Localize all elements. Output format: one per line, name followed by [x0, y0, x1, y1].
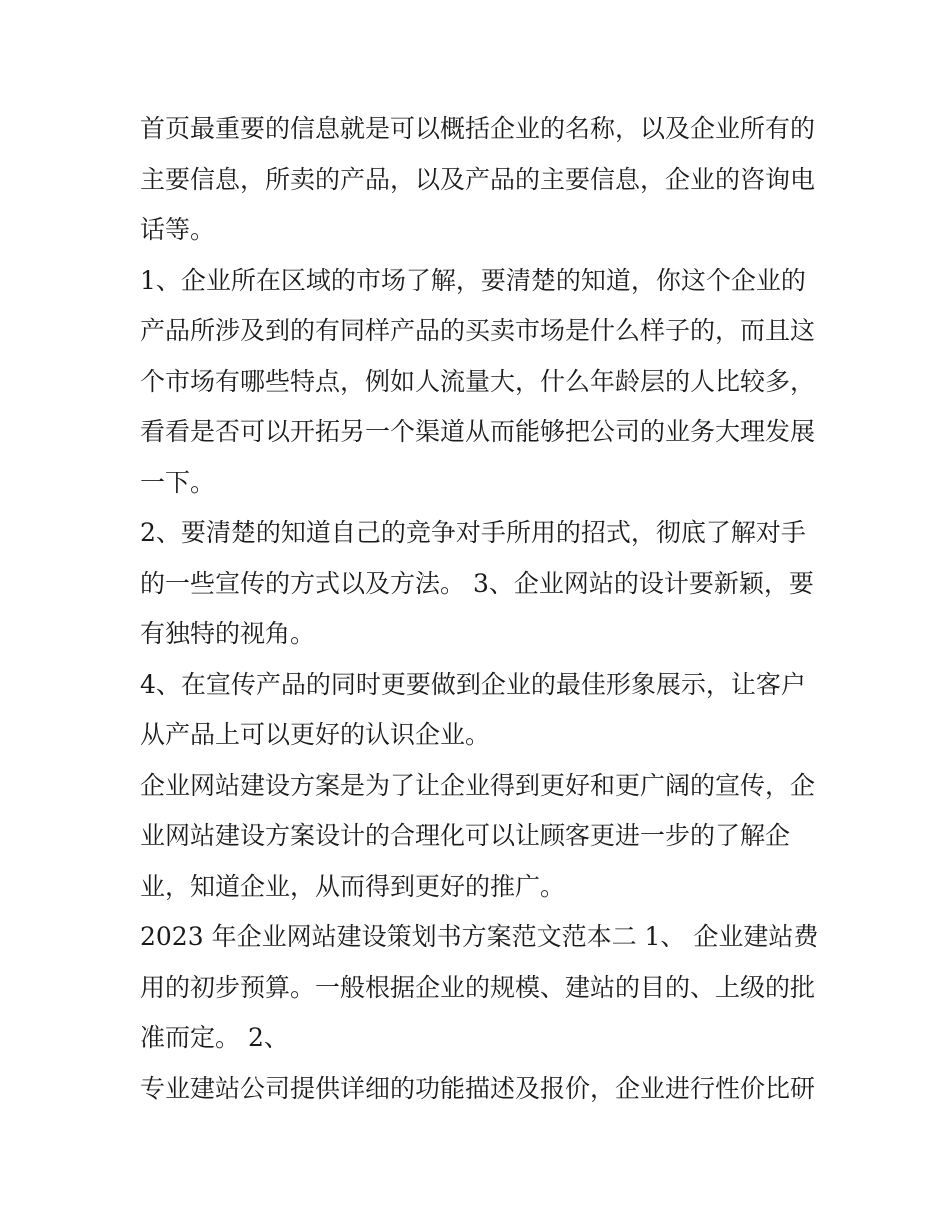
text-line: 的一些宣传的方式以及方法。 3、企业网站的设计要新颖，要 — [140, 568, 814, 598]
text-line: 业网站建设方案设计的合理化可以让顾客更进一步的了解企 — [140, 821, 791, 850]
text-line: 2、要清楚的知道自己的竞争对手所用的招式，彻底了解对手 — [140, 518, 806, 547]
text-line: 业，知道企业，从而得到更好的推广。 — [140, 871, 566, 901]
text-line: 用的初步预算。一般根据企业的规模、建站的目的、上级的批 — [140, 972, 816, 1002]
document-body — [140, 104, 819, 1114]
text-line: 4、在宣传产品的同时更要做到企业的最佳形象展示，让客户 — [140, 669, 806, 699]
text-line: 有独特的视角。 — [140, 619, 316, 648]
text-line: 个市场有哪些特点，例如人流量大，什么年龄层的人比较多， — [140, 366, 816, 396]
text-line: 从产品上可以更好的认识企业。 — [140, 720, 491, 749]
text-line: 企业网站建设方案是为了让企业得到更好和更广阔的宣传，企 — [140, 770, 816, 800]
text-line: 准而定。 2、 — [140, 1023, 289, 1052]
text-line: 看看是否可以开拓另一个渠道从而能够把公司的业务大理发展 — [140, 417, 816, 446]
text-line: 专业建站公司提供详细的功能描述及报价，企业进行性价比研 — [140, 1073, 816, 1103]
text-line: 产品所涉及到的有同样产品的买卖市场是什么样子的，而且这 — [140, 316, 816, 345]
text-line: 首页最重要的信息就是可以概括企业的名称，以及企业所有的 — [140, 114, 816, 143]
text-line: 一下。 — [140, 467, 216, 497]
text-line: 2023 年企业网站建设策划书方案范文范本二 1、 企业建站费 — [140, 922, 819, 951]
text-line: 1、企业所在区域的市场了解，要清楚的知道，你这个企业的 — [140, 265, 806, 295]
text-line: 话等。 — [140, 215, 216, 244]
text-line: 主要信息，所卖的产品，以及产品的主要信息，企业的咨询电 — [140, 164, 816, 194]
